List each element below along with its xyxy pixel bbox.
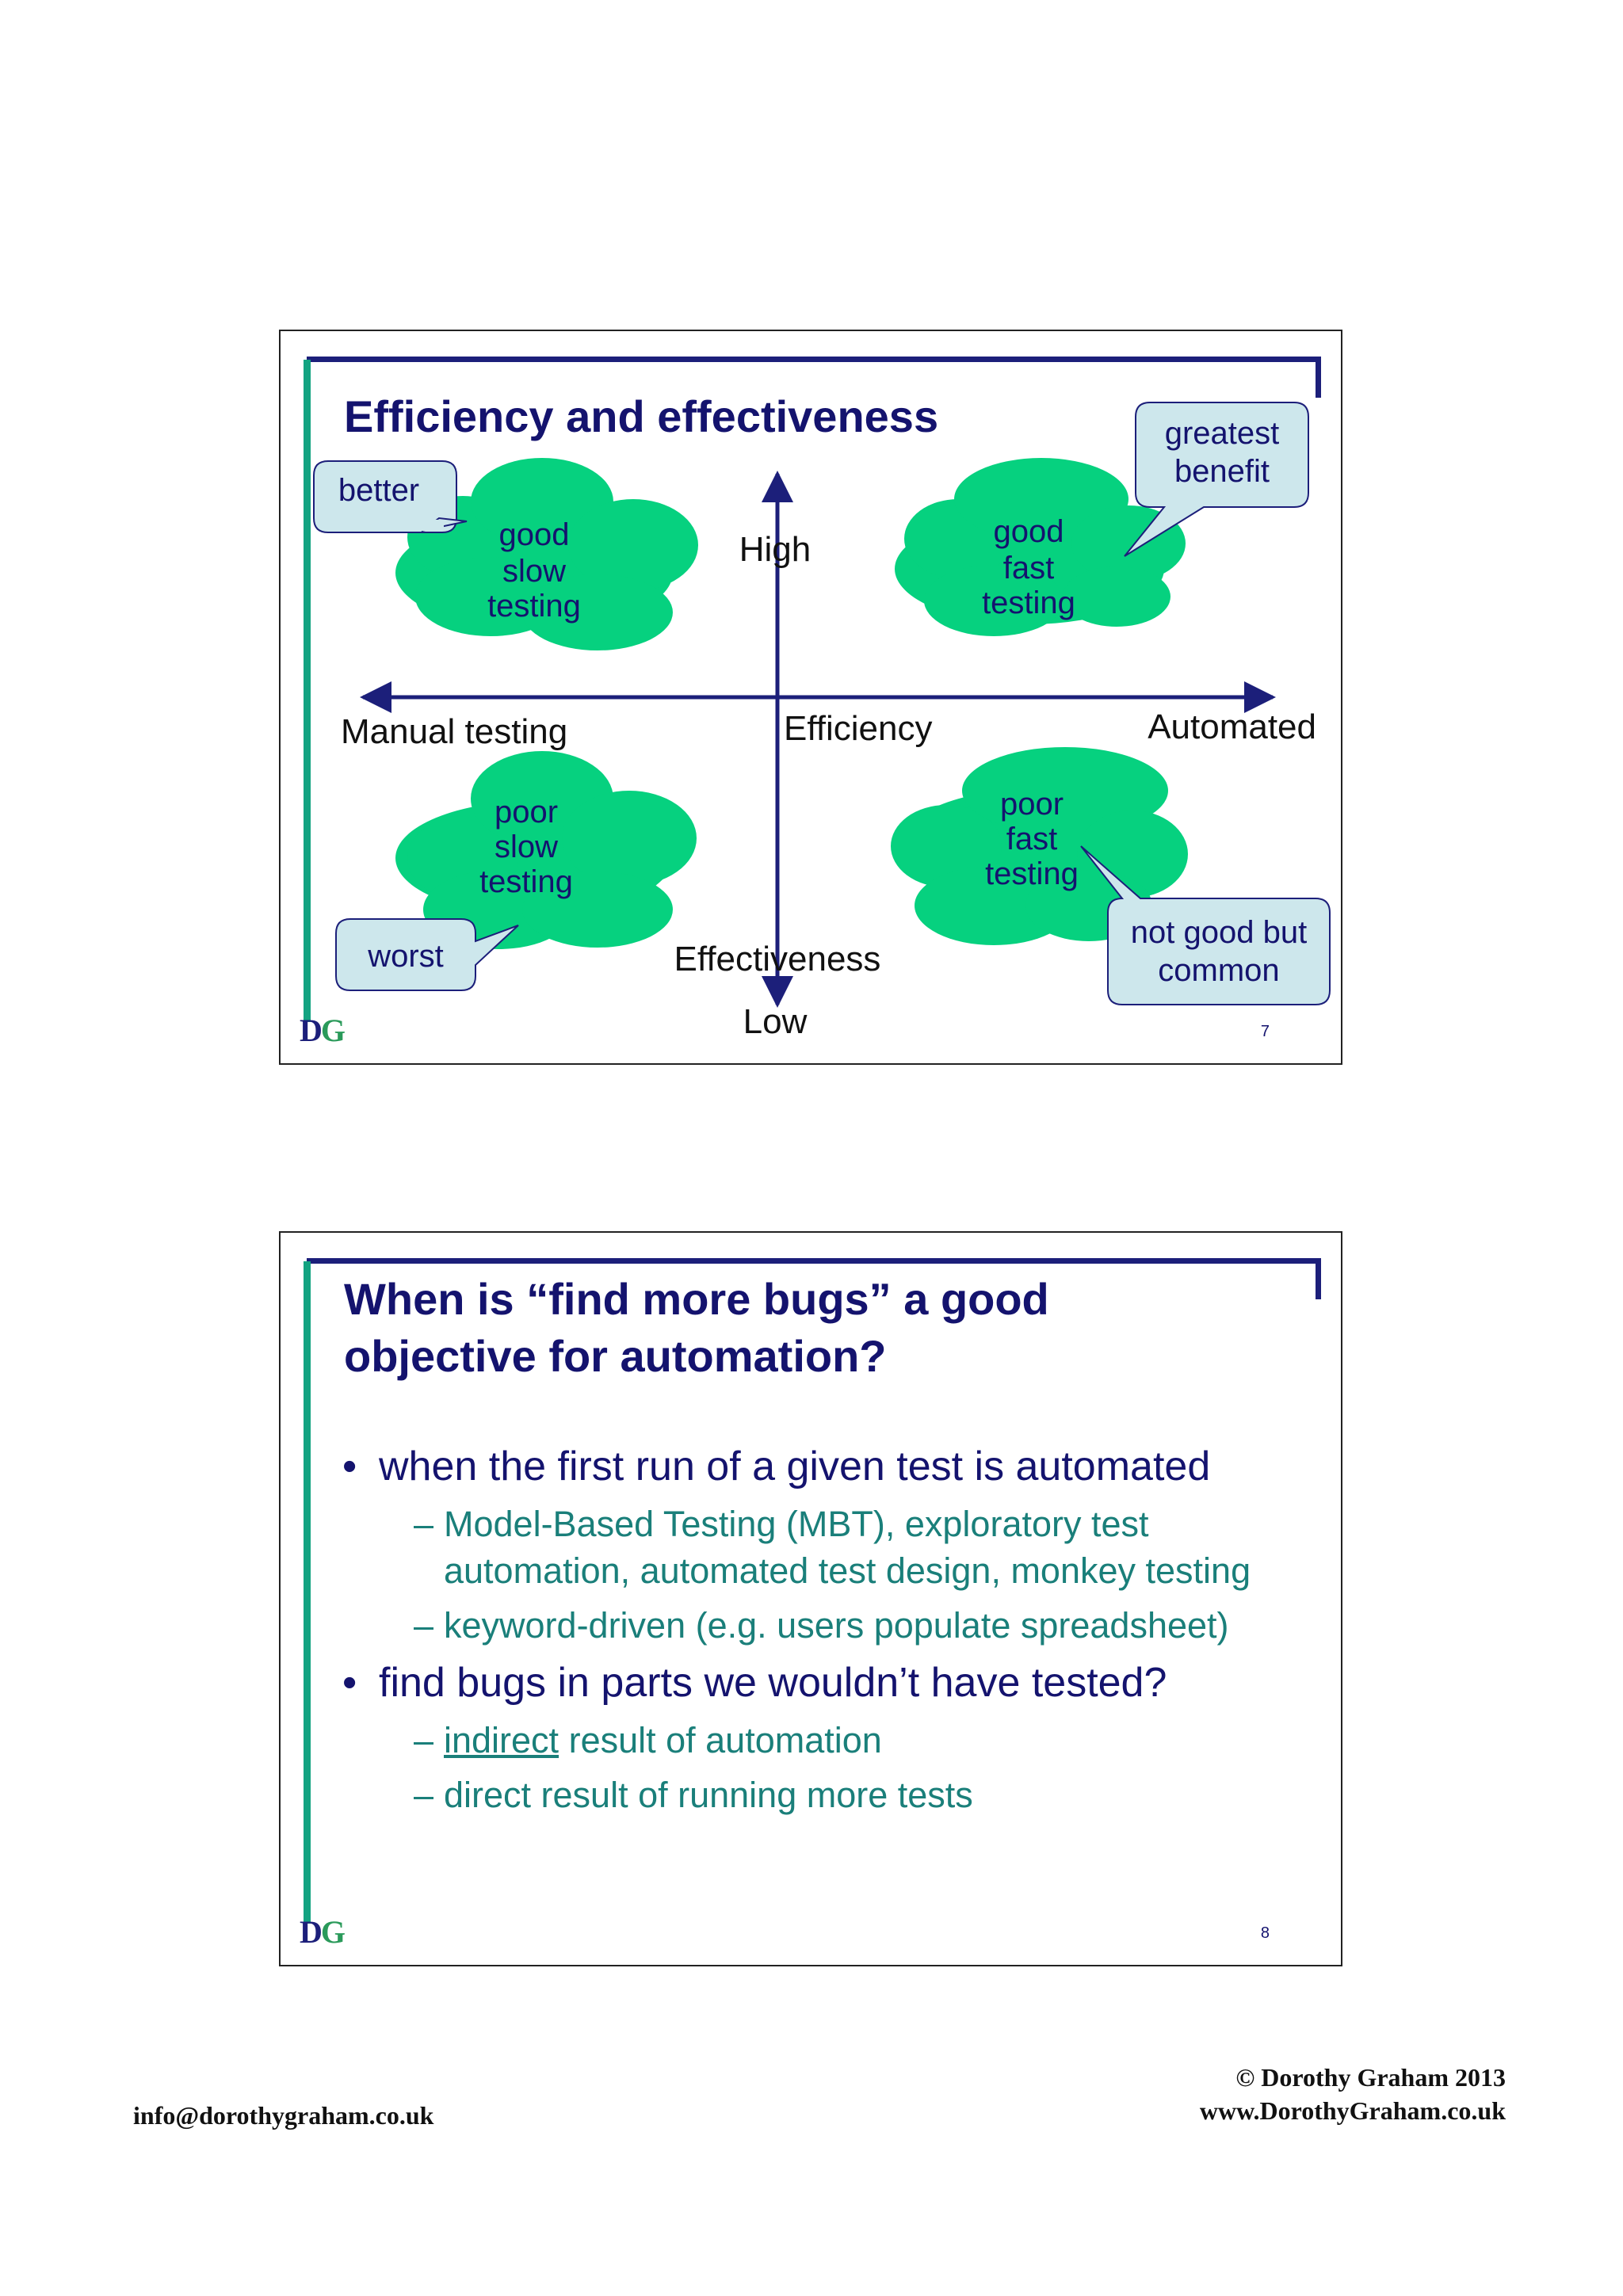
cloud-good-fast-line1: good (993, 514, 1064, 549)
slide2-title-line1: When is “find more bugs” a good (344, 1274, 1049, 1324)
slide1-page-number: 7 (1260, 1023, 1270, 1040)
cloud-poor-slow-line3: testing (479, 864, 573, 899)
footer-email[interactable]: info@dorothygraham.co.uk (133, 2101, 434, 2130)
slide-find-more-bugs (279, 1231, 1342, 1966)
footer-website[interactable]: www.DorothyGraham.co.uk (1199, 2096, 1506, 2125)
bullet-2-sub-1-rest: result of automation (559, 1720, 882, 1760)
axis-label-efficiency: Efficiency (784, 709, 933, 748)
dg-logo-d: D (300, 1914, 321, 1950)
slide2-title (344, 1271, 1049, 1385)
slide1-title: Efficiency and effectiveness (344, 391, 939, 441)
slide2-page-number: 8 (1260, 1924, 1270, 1942)
dg-logo-g: G (320, 1013, 345, 1048)
bullet-dot: • (342, 1444, 357, 1489)
callout-greatest-line2: benefit (1174, 454, 1270, 489)
bullet-1-sub-1-line2: automation, automated test design, monkey testing (444, 1550, 1251, 1591)
axis-label-high: High (739, 530, 812, 569)
bullet-1-text: when the first run of a given test is automated (379, 1444, 1211, 1489)
cloud-poor-slow-line2: slow (494, 830, 559, 864)
bullet-1-sub-2 (342, 1602, 1325, 1649)
cloud-good-slow-line3: testing (487, 589, 581, 624)
bullet-1-sub-1-line1: Model-Based Testing (MBT), exploratory test (444, 1504, 1149, 1544)
cloud-poor-fast-line2: fast (1006, 822, 1058, 856)
footer-copyright: © Dorothy Graham 2013 (1235, 2063, 1506, 2092)
cloud-poor-fast-line1: poor (999, 787, 1064, 822)
dg-logo (300, 1012, 344, 1049)
bullet-dash: – (414, 1605, 434, 1646)
bullet-list (342, 1440, 1325, 1826)
callout-not-good-line1: not good but (1130, 915, 1308, 950)
slide-efficiency-effectiveness (279, 330, 1342, 1065)
bullet-1-sub-2-text: keyword-driven (e.g. users populate spreadsheet) (444, 1605, 1229, 1646)
axis-label-manual: Manual testing (341, 712, 568, 751)
dg-logo-g: G (320, 1914, 345, 1950)
cloud-good-fast-line3: testing (982, 585, 1075, 620)
callout-worst-text: worst (368, 939, 444, 974)
dg-logo (300, 1913, 344, 1951)
bullet-2-sub-2-text: direct result of running more tests (444, 1775, 973, 1815)
axis-label-effectiveness: Effectiveness (674, 940, 881, 978)
callout-not-good-line2: common (1158, 953, 1280, 988)
cloud-good-fast-line2: fast (1002, 551, 1055, 585)
slide-top-bar-end (1316, 1258, 1321, 1299)
cloud-poor-slow-line1: poor (494, 795, 559, 830)
bullet-2 (342, 1657, 1325, 1709)
bullet-1 (342, 1440, 1325, 1493)
cloud-poor-fast-line3: testing (985, 856, 1079, 891)
bullet-2-sub-1 (342, 1717, 1325, 1764)
bullet-dot: • (342, 1660, 357, 1706)
callout-better-text: better (338, 473, 420, 508)
bullet-dash: – (414, 1775, 434, 1815)
slide2-title-line2: objective for automation? (344, 1331, 887, 1381)
dg-logo-d: D (300, 1013, 321, 1048)
axis-label-automated: Automated (1148, 707, 1316, 746)
bullet-2-text: find bugs in parts we wouldn’t have tested? (379, 1660, 1167, 1706)
callout-better (314, 461, 467, 532)
callout-greatest-line1: greatest (1164, 416, 1280, 451)
bullet-dash: – (414, 1720, 434, 1760)
slide-side-bar (304, 1261, 311, 1924)
slide-top-bar (307, 1258, 1321, 1264)
cloud-good-slow-line1: good (498, 517, 570, 552)
cloud-good-slow-line2: slow (502, 554, 567, 589)
bullet-1-sub-1 (342, 1501, 1325, 1594)
axis-label-low: Low (743, 1002, 808, 1041)
callout-greatest-benefit (1125, 402, 1308, 556)
bullet-2-sub-2 (342, 1772, 1325, 1818)
bullet-2-sub-1-underlined: indirect (444, 1720, 559, 1760)
bullet-dash: – (414, 1504, 434, 1544)
